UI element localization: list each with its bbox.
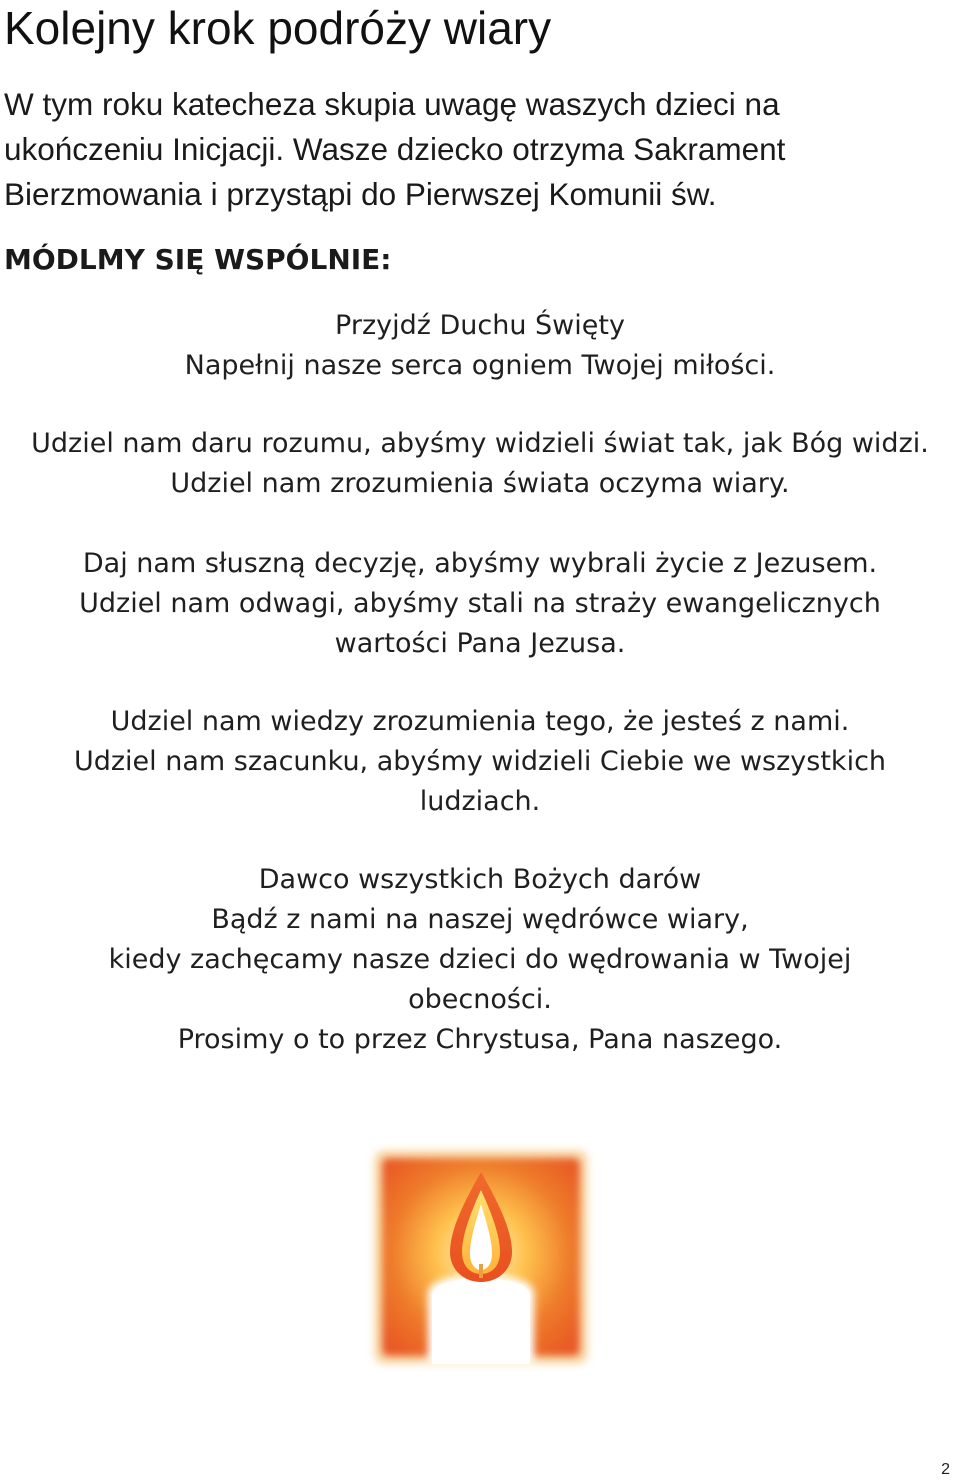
prayer-stanza-2 [0,424,960,504]
intro-paragraph [4,82,944,217]
prayer-stanza-4 [0,702,960,822]
prayer-line: obecności. [408,984,552,1015]
prayer-stanza-3 [0,544,960,664]
prayer-line: Udziel nam wiedzy zrozumienia tego, że jesteś z nami. [110,706,850,737]
prayer-heading: MÓDLMY SIĘ WSPÓLNIE: [4,243,392,276]
prayer-line: Dawco wszystkich Bożych darów [258,864,702,895]
candle-icon [366,1142,596,1372]
intro-line: Bierzmowania i przystąpi do Pierwszej Komunii św. [4,176,717,212]
page-number: 2 [941,1461,950,1478]
prayer-line: Udziel nam szacunku, abyśmy widzieli Ciebie we wszystkich [73,746,887,777]
prayer-line: Udziel nam odwagi, abyśmy stali na straży ewangelicznych [79,588,881,619]
prayer-line: Prosimy o to przez Chrystusa, Pana naszego. [177,1024,783,1055]
prayer-line: kiedy zachęcamy nasze dzieci do wędrowania w Twojej [108,944,852,975]
candle-illustration [366,1142,596,1372]
page-title: Kolejny krok podróży wiary [4,2,552,54]
wick [479,1264,483,1278]
prayer-line: Daj nam słuszną decyzję, abyśmy wybrali życie z Jezusem. [82,548,878,579]
prayer-line: Udziel nam daru rozumu, abyśmy widzieli świat tak, jak Bóg widzi. [31,428,929,459]
intro-line: ukończeniu Inicjacji. Wasze dziecko otrzyma Sakrament [4,131,786,167]
prayer-stanza-1 [0,306,960,386]
prayer-line: Udziel nam zrozumienia świata oczyma wiary. [170,468,790,499]
prayer-line: ludziach. [419,786,541,817]
prayer-stanza-5 [0,860,960,1060]
prayer-line: Napełnij nasze serca ogniem Twojej miłości. [184,350,776,381]
prayer-line: Bądź z nami na naszej wędrówce wiary, [211,904,749,935]
intro-line: W tym roku katecheza skupia uwagę waszych dzieci na [4,86,780,122]
prayer-line: Przyjdź Duchu Święty [335,310,625,341]
prayer-line: wartości Pana Jezusa. [334,628,626,659]
